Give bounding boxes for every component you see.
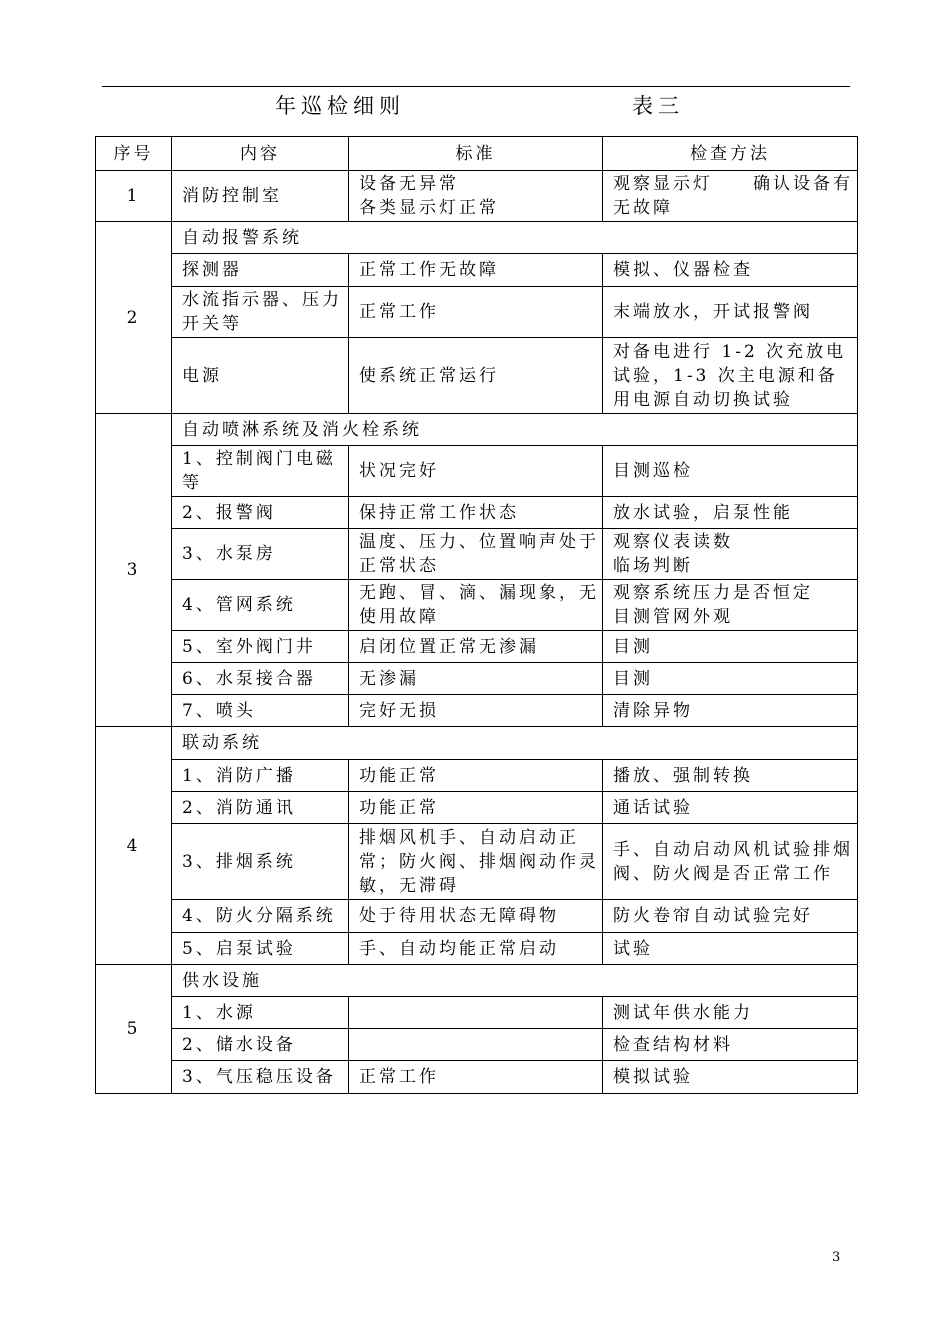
table-row [96,824,858,900]
row-method [603,529,858,580]
table-row [96,695,858,727]
row-standard: 状况完好 [349,446,603,497]
group-heading: 联动系统 [172,727,858,760]
column-header-content: 内容 [172,137,349,171]
table-label: 表三 [632,94,684,118]
table-row [96,727,858,760]
row-standard: 完好无损 [349,695,603,727]
row-standard: 正常工作 [349,287,603,338]
row-content: 电源 [172,338,349,414]
row-method: 对备电进行 1-2 次充放电试验，1-3 次主电源和备用电源自动切换试验 [603,338,858,414]
row-method: 试验 [603,933,858,965]
row-standard-text: 设备无异常 各类显示灯正常 [359,174,499,218]
row-method: 播放、强制转换 [603,760,858,792]
table-row [96,933,858,965]
row-standard: 手、自动均能正常启动 [349,933,603,965]
row-content: 3、气压稳压设备 [172,1061,349,1094]
group-number: 5 [96,965,172,1094]
row-standard: 启闭位置正常无渗漏 [349,631,603,663]
column-header-no: 序号 [96,137,172,171]
row-standard: 排烟风机手、自动启动正常；防火阀、排烟阀动作灵敏，无滞碍 [349,824,603,900]
row-standard: 处于待用状态无障碍物 [349,900,603,933]
row-content: 探测器 [172,254,349,287]
row-method-text: 观察仪表读数 临场判断 [613,532,733,576]
top-rule [102,86,850,87]
table-row [96,1029,858,1061]
table-row [96,965,858,997]
row-method: 放水试验，启泵性能 [603,497,858,529]
row-content: 2、消防通讯 [172,792,349,824]
row-content: 1、控制阀门电磁等 [172,446,349,497]
row-content: 5、启泵试验 [172,933,349,965]
row-method: 末端放水，开试报警阀 [603,287,858,338]
row-standard: 使系统正常运行 [349,338,603,414]
column-header-standard: 标准 [349,137,603,171]
row-content: 7、喷头 [172,695,349,727]
group-heading: 自动报警系统 [172,222,858,254]
row-method: 手、自动启动风机试验排烟阀、防火阀是否正常工作 [603,824,858,900]
table-row [96,663,858,695]
page-title: 年巡检细则 [275,94,405,118]
row-standard: 无渗漏 [349,663,603,695]
table-row [96,1061,858,1094]
group-heading: 自动喷淋系统及消火栓系统 [172,414,858,446]
row-method: 目测 [603,663,858,695]
row-content: 3、水泵房 [172,529,349,580]
row-method: 模拟试验 [603,1061,858,1094]
group-heading: 供水设施 [172,965,858,997]
table-header-row [96,137,858,171]
row-content: 3、排烟系统 [172,824,349,900]
table-row [96,900,858,933]
row-standard [349,171,603,222]
table-row [96,631,858,663]
row-method: 清除异物 [603,695,858,727]
row-method: 测试年供水能力 [603,997,858,1029]
row-standard: 保持正常工作状态 [349,497,603,529]
row-standard: 功能正常 [349,792,603,824]
column-header-method: 检查方法 [603,137,858,171]
row-content: 水流指示器、压力开关等 [172,287,349,338]
row-standard: 正常工作 [349,1061,603,1094]
table-row [96,580,858,631]
row-method: 通话试验 [603,792,858,824]
group-number: 4 [96,727,172,965]
table-row [96,254,858,287]
table-row [96,760,858,792]
table-row [96,171,858,222]
row-content: 2、报警阀 [172,497,349,529]
group-number: 2 [96,222,172,414]
row-method: 目测 [603,631,858,663]
row-method: 观察显示灯 确认设备有无故障 [603,171,858,222]
row-standard: 温度、压力、位置响声处于正常状态 [349,529,603,580]
row-standard: 功能正常 [349,760,603,792]
group-number: 1 [96,171,172,222]
row-standard [349,1029,603,1061]
row-standard: 正常工作无故障 [349,254,603,287]
row-method: 目测巡检 [603,446,858,497]
table-row [96,446,858,497]
table-row [96,222,858,254]
table-row [96,497,858,529]
row-method: 检查结构材料 [603,1029,858,1061]
row-standard: 无跑、冒、滴、漏现象，无使用故障 [349,580,603,631]
row-method-text: 观察系统压力是否恒定 目测管网外观 [613,583,813,627]
row-method [603,580,858,631]
row-content: 1、消防广播 [172,760,349,792]
table-row [96,529,858,580]
table-row [96,997,858,1029]
table-row [96,287,858,338]
row-content: 4、管网系统 [172,580,349,631]
table-row [96,414,858,446]
row-content: 6、水泵接合器 [172,663,349,695]
row-content: 2、储水设备 [172,1029,349,1061]
row-method: 模拟、仪器检查 [603,254,858,287]
row-content: 5、室外阀门井 [172,631,349,663]
table-row [96,338,858,414]
table-row [96,792,858,824]
row-content: 消防控制室 [172,171,349,222]
row-standard [349,997,603,1029]
row-method: 防火卷帘自动试验完好 [603,900,858,933]
row-content: 4、防火分隔系统 [172,900,349,933]
page-number: 3 [832,1250,841,1265]
inspection-table [95,136,858,1094]
row-content: 1、水源 [172,997,349,1029]
group-number: 3 [96,414,172,727]
